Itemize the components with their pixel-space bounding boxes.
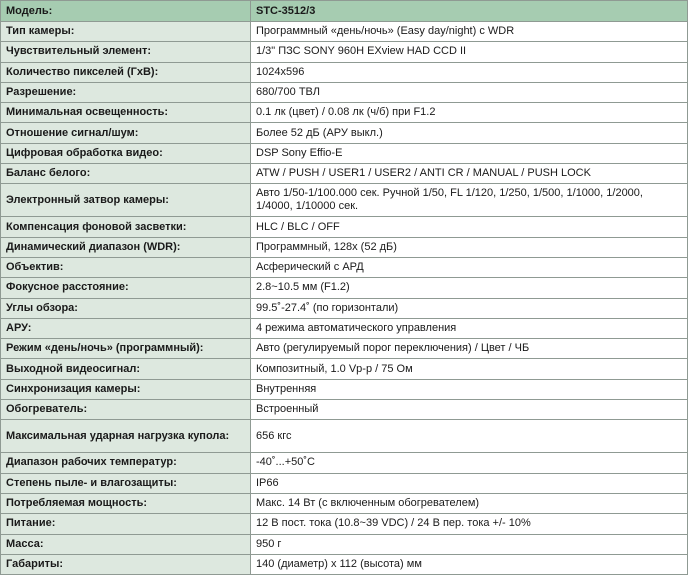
spec-value: Авто 1/50-1/100.000 сек. Ручной 1/50, FL 1/120, 1/250, 1/500, 1/1000, 1/2000, 1/4000, 1/10000 сек. xyxy=(251,184,688,217)
spec-label: Баланс белого: xyxy=(1,164,251,184)
spec-label: Углы обзора: xyxy=(1,298,251,318)
table-row xyxy=(1,184,688,217)
table-header-row xyxy=(1,1,688,22)
table-row xyxy=(1,62,688,82)
table-row xyxy=(1,123,688,143)
table-row xyxy=(1,257,688,277)
spec-label: Электронный затвор камеры: xyxy=(1,184,251,217)
table-row xyxy=(1,514,688,534)
spec-label: Фокусное расстояние: xyxy=(1,278,251,298)
table-row xyxy=(1,164,688,184)
spec-value: 0.1 лк (цвет) / 0.08 лк (ч/б) при F1.2 xyxy=(251,103,688,123)
spec-label: Разрешение: xyxy=(1,82,251,102)
table-row xyxy=(1,453,688,473)
spec-label: Максимальная ударная нагрузка купола: xyxy=(1,420,251,453)
spec-value: 680/700 ТВЛ xyxy=(251,82,688,102)
spec-value: Авто (регулируемый порог переключения) / Цвет / ЧБ xyxy=(251,339,688,359)
spec-label: Динамический диапазон (WDR): xyxy=(1,237,251,257)
table-row xyxy=(1,420,688,453)
spec-value: 950 г xyxy=(251,534,688,554)
spec-value: 1024x596 xyxy=(251,62,688,82)
spec-label: Синхронизация камеры: xyxy=(1,379,251,399)
table-row xyxy=(1,22,688,42)
spec-value: 12 В пост. тока (10.8~39 VDC) / 24 В пер. тока +/- 10% xyxy=(251,514,688,534)
spec-value: 2.8~10.5 мм (F1.2) xyxy=(251,278,688,298)
spec-value: Асферический с АРД xyxy=(251,257,688,277)
table-row xyxy=(1,534,688,554)
spec-value: Макс. 14 Вт (с включенным обогревателем) xyxy=(251,493,688,513)
spec-value: -40˚...+50˚С xyxy=(251,453,688,473)
spec-label: Обогреватель: xyxy=(1,400,251,420)
table-row xyxy=(1,339,688,359)
spec-label: Питание: xyxy=(1,514,251,534)
spec-value: Программный, 128x (52 дБ) xyxy=(251,237,688,257)
spec-value: Встроенный xyxy=(251,400,688,420)
spec-label: АРУ: xyxy=(1,318,251,338)
spec-label: Объектив: xyxy=(1,257,251,277)
spec-label: Масса: xyxy=(1,534,251,554)
spec-value: 99.5˚-27.4˚ (по горизонтали) xyxy=(251,298,688,318)
table-row xyxy=(1,278,688,298)
table-row xyxy=(1,493,688,513)
table-row xyxy=(1,217,688,237)
spec-value: 4 режима автоматического управления xyxy=(251,318,688,338)
spec-value: Композитный, 1.0 Vp-p / 75 Ом xyxy=(251,359,688,379)
spec-label: Габариты: xyxy=(1,554,251,574)
table-row xyxy=(1,318,688,338)
table-row xyxy=(1,298,688,318)
spec-value: DSP Sony Effio-E xyxy=(251,143,688,163)
spec-label: Потребляемая мощность: xyxy=(1,493,251,513)
table-row xyxy=(1,473,688,493)
spec-label: Цифровая обработка видео: xyxy=(1,143,251,163)
table-row xyxy=(1,400,688,420)
table-row xyxy=(1,237,688,257)
spec-label: Диапазон рабочих температур: xyxy=(1,453,251,473)
spec-label: Степень пыле- и влагозащиты: xyxy=(1,473,251,493)
table-row xyxy=(1,82,688,102)
spec-value: 656 кгс xyxy=(251,420,688,453)
spec-value: Внутренняя xyxy=(251,379,688,399)
spec-value: 140 (диаметр) x 112 (высота) мм xyxy=(251,554,688,574)
table-row xyxy=(1,143,688,163)
header-label: Модель: xyxy=(1,1,251,22)
spec-label: Выходной видеосигнал: xyxy=(1,359,251,379)
spec-label: Количество пикселей (ГхВ): xyxy=(1,62,251,82)
spec-value: ATW / PUSH / USER1 / USER2 / ANTI CR / MANUAL / PUSH LOCK xyxy=(251,164,688,184)
spec-label: Компенсация фоновой засветки: xyxy=(1,217,251,237)
spec-label: Чувствительный элемент: xyxy=(1,42,251,62)
spec-value: HLC / BLC / OFF xyxy=(251,217,688,237)
table-row xyxy=(1,359,688,379)
table-row xyxy=(1,42,688,62)
spec-value: 1/3" ПЗС SONY 960H EXview HAD CCD II xyxy=(251,42,688,62)
spec-label: Тип камеры: xyxy=(1,22,251,42)
spec-value: Более 52 дБ (АРУ выкл.) xyxy=(251,123,688,143)
spec-value: Программный «день/ночь» (Easy day/night) с WDR xyxy=(251,22,688,42)
spec-label: Минимальная освещенность: xyxy=(1,103,251,123)
spec-label: Отношение сигнал/шум: xyxy=(1,123,251,143)
model-name: STC-3512/3 xyxy=(251,1,688,22)
spec-label: Режим «день/ночь» (программный): xyxy=(1,339,251,359)
spec-value: IP66 xyxy=(251,473,688,493)
table-row xyxy=(1,103,688,123)
table-row xyxy=(1,554,688,574)
table-row xyxy=(1,379,688,399)
